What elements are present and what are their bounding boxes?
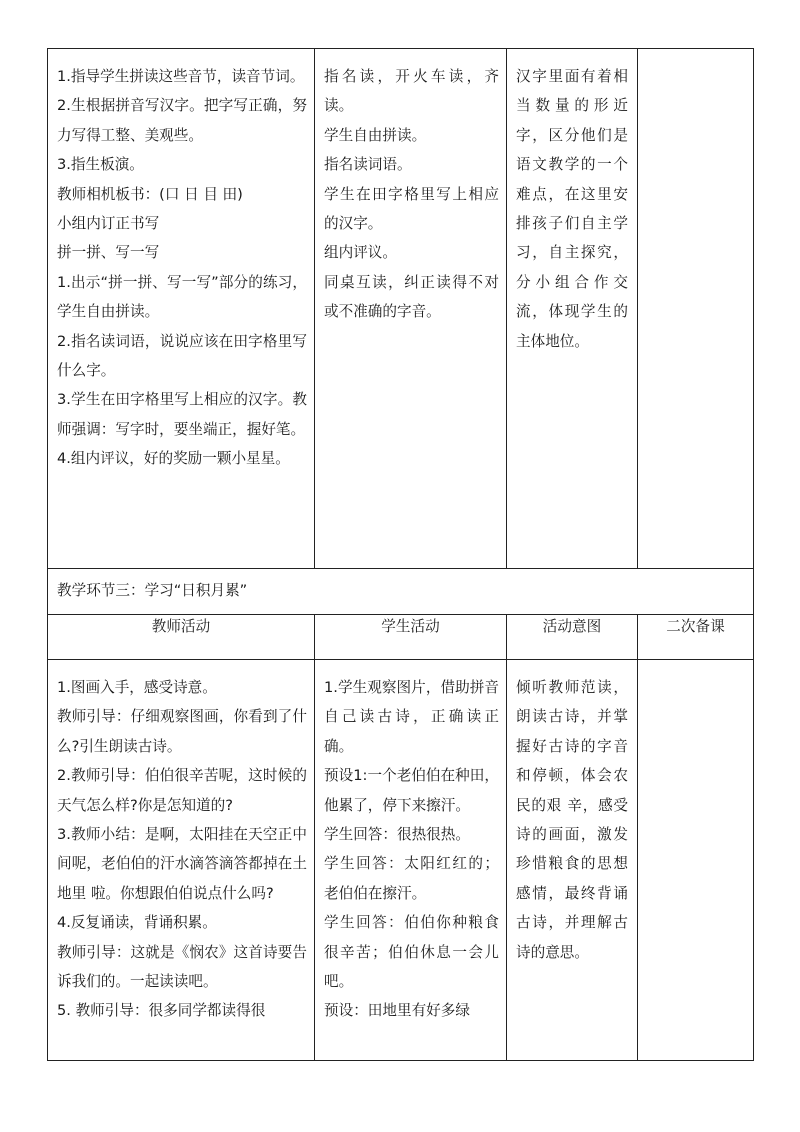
paragraph: 教师引导：这就是《悯农》这首诗要告诉我们的。一起读读吧。 <box>57 943 307 991</box>
section1-notes-cell <box>638 49 754 569</box>
paragraph: 教师引导：仔细观察图画，你看到了什么?引生朗读古诗。 <box>57 708 307 755</box>
section1-teacher-cell <box>48 49 315 569</box>
section1-intent-cell <box>507 49 638 569</box>
paragraph: 学生回答：太阳红红的；老伯伯在擦汗。 <box>324 855 499 902</box>
section-title: 教学环节三：学习“日积月累” <box>57 582 248 599</box>
paragraph: 指名读词语。 <box>324 156 412 174</box>
paragraph: 学生在田字格里写上相应的汉字。 <box>324 185 499 233</box>
paragraph: 同桌互读，纠正读得不对或不准确的字音。 <box>324 273 499 321</box>
paragraph: 1.图画入手，感受诗意。 <box>57 679 217 696</box>
header-intent: 活动意图 <box>507 615 638 660</box>
paragraph: 小组内订正书写 <box>57 215 160 233</box>
paragraph: 学生回答：伯伯你种粮食很辛苦；伯伯休息一会儿吧。 <box>324 914 499 991</box>
notes-text <box>638 49 753 68</box>
section2-intent-cell <box>507 660 638 1061</box>
paragraph: 预设1:一个老伯伯在种田，他累了，停下来擦汗。 <box>324 767 499 814</box>
paragraph: 汉字里面有着相当数量的形近字，区分他们是语文教学的一个难点，在这里安排孩子们自主学习，自主探究，分小组合作交流，体现学生的主体地位。 <box>516 68 628 350</box>
section-title-row <box>48 569 754 615</box>
paragraph: 2.教师引导：伯伯很辛苦呢，这时候的天气怎么样?你是怎知道的? <box>57 767 307 814</box>
paragraph: 1.出示“拼一拼、写一写”部分的练习，学生自由拼读。 <box>57 273 307 321</box>
paragraph: 3.教师小结：是啊，太阳挂在天空正中间呢，老伯伯的汗水滴答滴答都掉在土地里 啦。你想跟伯伯说点什么吗? <box>57 826 307 902</box>
paragraph: 4.组内评议，好的奖励一颗小星星。 <box>57 450 290 468</box>
paragraph: 倾听教师范读，朗读古诗，并掌握好古诗的字音和停顿，体会农民的艰 辛，感受诗的画面，激发珍惜粮食的思想感情，最终背诵古诗，并理解古诗的意思。 <box>516 679 628 961</box>
paragraph: 学生自由拼读。 <box>324 126 427 144</box>
paragraph: 指名读，开火车读，齐读。 <box>324 68 499 115</box>
paragraph: 5. 教师引导：很多同学都读得很 <box>57 1002 266 1020</box>
section2-teacher-cell <box>48 660 315 1061</box>
lesson-plan-table <box>47 48 754 1061</box>
header-notes: 二次备课 <box>638 615 754 660</box>
section1-row <box>48 49 754 569</box>
paragraph: 教师相机板书：(口 日 目 田) <box>57 185 243 203</box>
header-student: 学生活动 <box>315 615 507 660</box>
section2-student-cell <box>315 660 507 1061</box>
paragraph: 2.指名读词语，说说应该在田字格里写什么字。 <box>57 332 307 380</box>
header-teacher: 教师活动 <box>48 615 315 660</box>
paragraph: 组内评议。 <box>324 244 397 262</box>
section2-notes-cell <box>638 660 754 1061</box>
header-row <box>48 615 754 660</box>
paragraph: 学生回答：很热很热。 <box>324 826 470 844</box>
paragraph: 2.生根据拼音写汉字。把字写正确，努力写得工整、美观些。 <box>57 97 307 144</box>
paragraph: 4.反复诵读，背诵积累。 <box>57 914 217 932</box>
paragraph: 1.学生观察图片，借助拼音自己读古诗，正确读正确。 <box>324 679 499 755</box>
paragraph: 1.指导学生拼读这些音节，读音节词。 <box>57 68 305 85</box>
paragraph: 预设：田地里有好多绿 <box>324 1002 470 1020</box>
section1-student-cell <box>315 49 507 569</box>
paragraph: 3.指生板演。 <box>57 156 144 174</box>
paragraph: 拼一拼、写一写 <box>57 244 160 262</box>
section2-row <box>48 660 754 1061</box>
notes-text <box>638 660 753 679</box>
section-title-cell <box>48 569 754 615</box>
paragraph: 3.学生在田字格里写上相应的汉字。教师强调：写字时，要坐端正，握好笔。 <box>57 391 307 438</box>
